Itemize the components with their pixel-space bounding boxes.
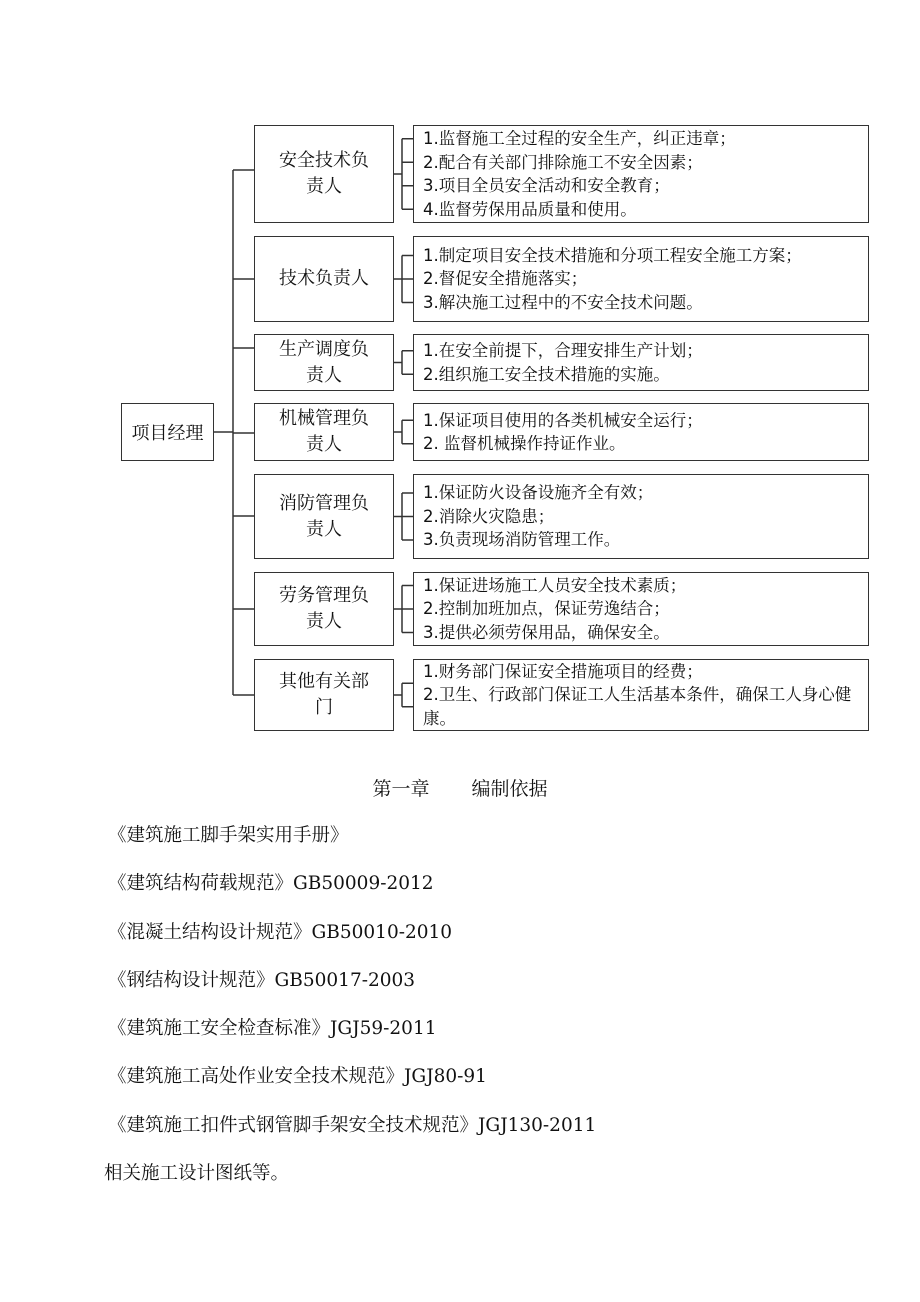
- reference-item: 《建筑施工高处作业安全技术规范》JGJ80-91: [108, 1066, 487, 1088]
- reference-item: 《建筑结构荷载规范》GB50009-2012: [108, 873, 434, 895]
- reference-list: [104, 818, 888, 1204]
- duty-item: 1.制定项目安全技术措施和分项工程安全施工方案；: [423, 245, 802, 265]
- role-box-safety-tech: [254, 125, 394, 223]
- reference-item: 《钢结构设计规范》GB50017-2003: [108, 969, 416, 991]
- duty-item: 2.组织施工安全技术措施的实施。: [423, 364, 670, 384]
- duty-box-machinery: [413, 403, 869, 461]
- duty-item: 3.提供必须劳保用品，确保安全。: [423, 622, 670, 642]
- reference-item: 《建筑施工脚手架实用手册》: [108, 825, 349, 846]
- role-label: 技术负责人: [279, 268, 369, 289]
- role-box-production: [254, 334, 394, 391]
- reference-item: 《建筑施工安全检查标准》JGJ59-2011: [108, 1018, 437, 1040]
- duty-item: 2.配合有关部门排除施工不安全因素；: [423, 152, 703, 172]
- role-box-other-depts: [254, 659, 394, 731]
- duty-item: 1.保证进场施工人员安全技术素质；: [423, 575, 687, 595]
- role-label: 劳务管理负责人: [279, 585, 369, 632]
- duty-item: 1.保证防火设备设施齐全有效；: [423, 483, 654, 503]
- role-box-machinery: [254, 403, 394, 461]
- duty-item: 2.消除火灾隐患；: [423, 506, 555, 526]
- role-label: 消防管理负责人: [279, 492, 369, 540]
- duty-item: 1.监督施工全过程的安全生产，纠正违章；: [423, 129, 736, 148]
- role-box-tech: [254, 236, 394, 322]
- reference-item: 《建筑施工扣件式钢管脚手架安全技术规范》JGJ130-2011: [108, 1114, 597, 1136]
- duty-item: 3.项目全员安全活动和安全教育；: [423, 176, 670, 195]
- duty-item: 2. 监督机械操作持证作业。: [423, 434, 626, 453]
- duty-item: 2.卫生、行政部门保证工人生活基本条件，确保工人身心健康。: [423, 685, 852, 728]
- duty-item: 1.财务部门保证安全措施项目的经费；: [423, 661, 703, 681]
- role-label: 生产调度负责人: [279, 338, 369, 386]
- duty-item: 3.负责现场消防管理工作。: [423, 530, 621, 550]
- reference-item: 《混凝土结构设计规范》GB50010-2010: [108, 921, 453, 943]
- duty-item: 3.解决施工过程中的不安全技术问题。: [423, 292, 703, 312]
- role-label: 其他有关部门: [279, 671, 369, 718]
- duty-box-other-depts: [413, 659, 869, 731]
- role-box-labor: [254, 572, 394, 646]
- duty-box-production: [413, 334, 869, 391]
- duty-item: 1.在安全前提下，合理安排生产计划；: [423, 341, 703, 360]
- duty-item: 4.监督劳保用品质量和使用。: [423, 199, 637, 219]
- duty-item: 1.保证项目使用的各类机械安全运行；: [423, 410, 703, 430]
- role-label: 安全技术负责人: [279, 150, 369, 197]
- reference-item: 相关施工设计图纸等。: [104, 1163, 290, 1185]
- duty-box-tech: [413, 236, 869, 322]
- root-box-project-manager: [121, 403, 214, 461]
- duty-box-safety-tech: [413, 125, 869, 223]
- duty-item: 2.控制加班加点，保证劳逸结合；: [423, 599, 670, 619]
- duty-item: 2.督促安全措施落实；: [423, 269, 588, 289]
- role-label: 机械管理负责人: [279, 408, 369, 455]
- duty-box-fire: [413, 474, 869, 559]
- chapter-heading: 第一章 编制依据: [372, 778, 548, 800]
- role-box-fire: [254, 474, 394, 559]
- duty-box-labor: [413, 572, 869, 646]
- root-label: 项目经理: [131, 423, 204, 444]
